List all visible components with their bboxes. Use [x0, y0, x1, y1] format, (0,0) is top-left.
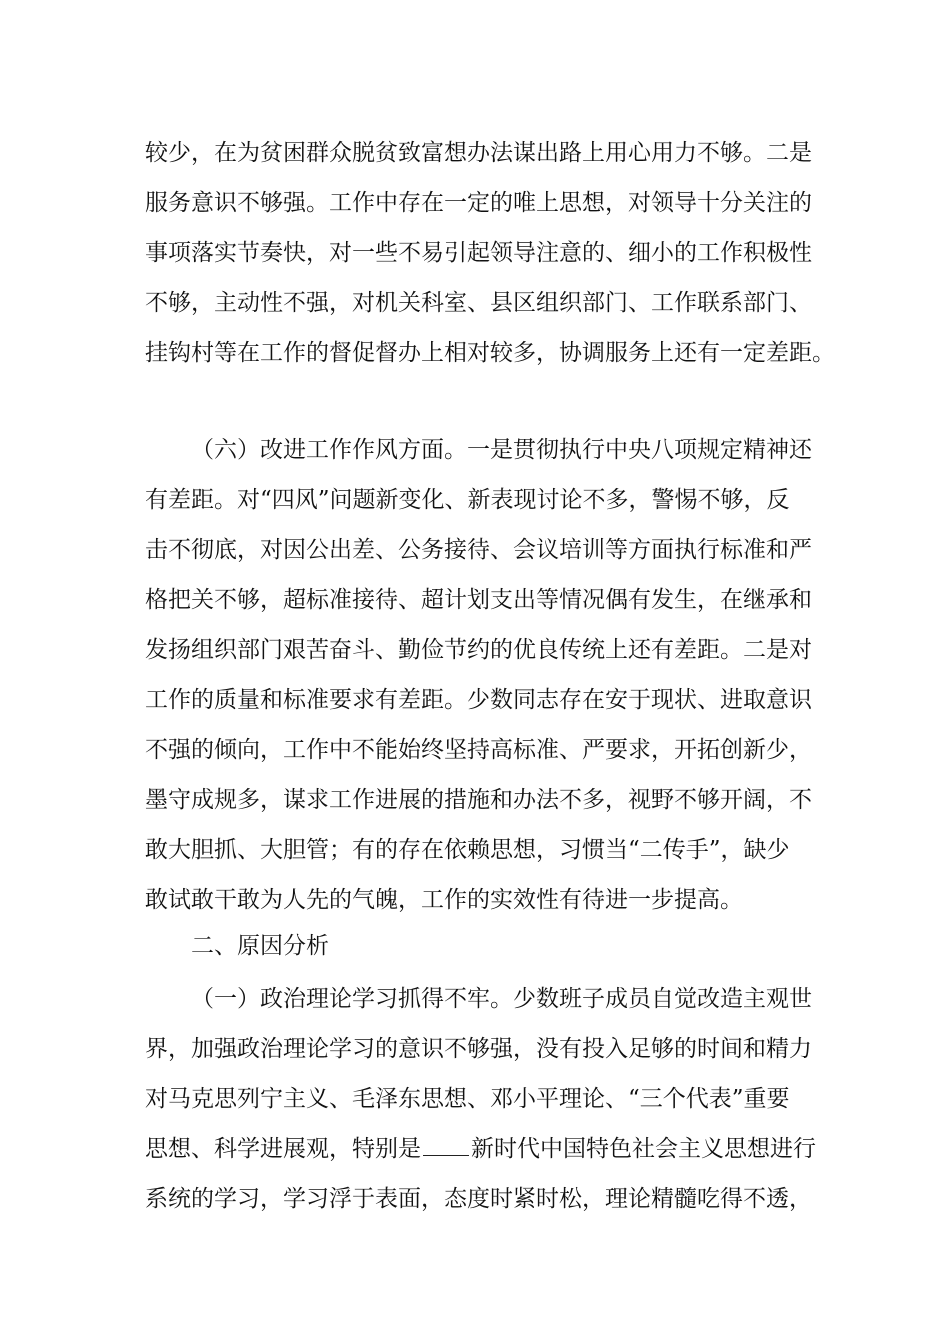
text-line: （六）改进工作作风方面。一是贯彻执行中央八项规定精神还: [191, 437, 812, 463]
text-line: 服务意识不够强。工作中存在一定的唯上思想，对领导十分关注的: [145, 190, 812, 216]
text-line: 挂钩村等在工作的督促督办上相对较多，协调服务上还有一定差距。: [145, 340, 835, 366]
paragraph-3: [145, 974, 815, 1224]
paragraph-2: [145, 425, 815, 925]
text-line: 发扬组织部门艰苦奋斗、勤俭节约的优良传统上还有差距。二是对: [145, 637, 812, 663]
text-line: 格把关不够，超标准接待、超计划支出等情况偶有发生，在继承和: [145, 587, 812, 613]
text-line: 击不彻底，对因公出差、公务接待、会议培训等方面执行标准和严: [145, 537, 812, 563]
text-line: 对马克思列宁主义、毛泽东思想、邓小平理论、“三个代表”重要: [145, 1086, 790, 1112]
text-line: 较少，在为贫困群众脱贫致富想办法谋出路上用心用力不够。二是: [145, 140, 812, 166]
paragraph-1: [145, 128, 835, 378]
text-line: 事项落实节奏快，对一些不易引起领导注意的、细小的工作积极性: [145, 240, 812, 266]
text-line: [145, 1124, 815, 1174]
text-line: 敢大胆抓、大胆管；有的存在依赖思想，习惯当“二传手”，缺少: [145, 837, 790, 863]
text-segment: 思想、科学进展观，特别是: [145, 1136, 421, 1162]
heading-2: 二、原因分析: [191, 933, 329, 959]
blank-underline: [423, 1135, 469, 1156]
section-heading: [145, 921, 815, 971]
text-line: （一）政治理论学习抓得不牢。少数班子成员自觉改造主观世: [191, 986, 812, 1012]
text-line: 工作的质量和标准要求有差距。少数同志存在安于现状、进取意识: [145, 687, 812, 713]
text-line: 敢试敢干敢为人先的气魄，工作的实效性有待进一步提高。: [145, 887, 743, 913]
text-line: 界，加强政治理论学习的意识不够强，没有投入足够的时间和精力: [145, 1036, 812, 1062]
text-line: 墨守成规多，谋求工作进展的措施和办法不多，视野不够开阔，不: [145, 787, 812, 813]
text-line: 系统的学习，学习浮于表面，态度时紧时松，理论精髓吃得不透，: [145, 1186, 812, 1212]
text-line: 有差距。对“四风”问题新变化、新表现讨论不多，警惕不够，反: [145, 487, 790, 513]
text-line: 不够，主动性不强，对机关科室、县区组织部门、工作联系部门、: [145, 290, 812, 316]
text-segment: 新时代中国特色社会主义思想进行: [471, 1136, 816, 1162]
text-line: 不强的倾向，工作中不能始终坚持高标准、严要求，开拓创新少，: [145, 737, 812, 763]
